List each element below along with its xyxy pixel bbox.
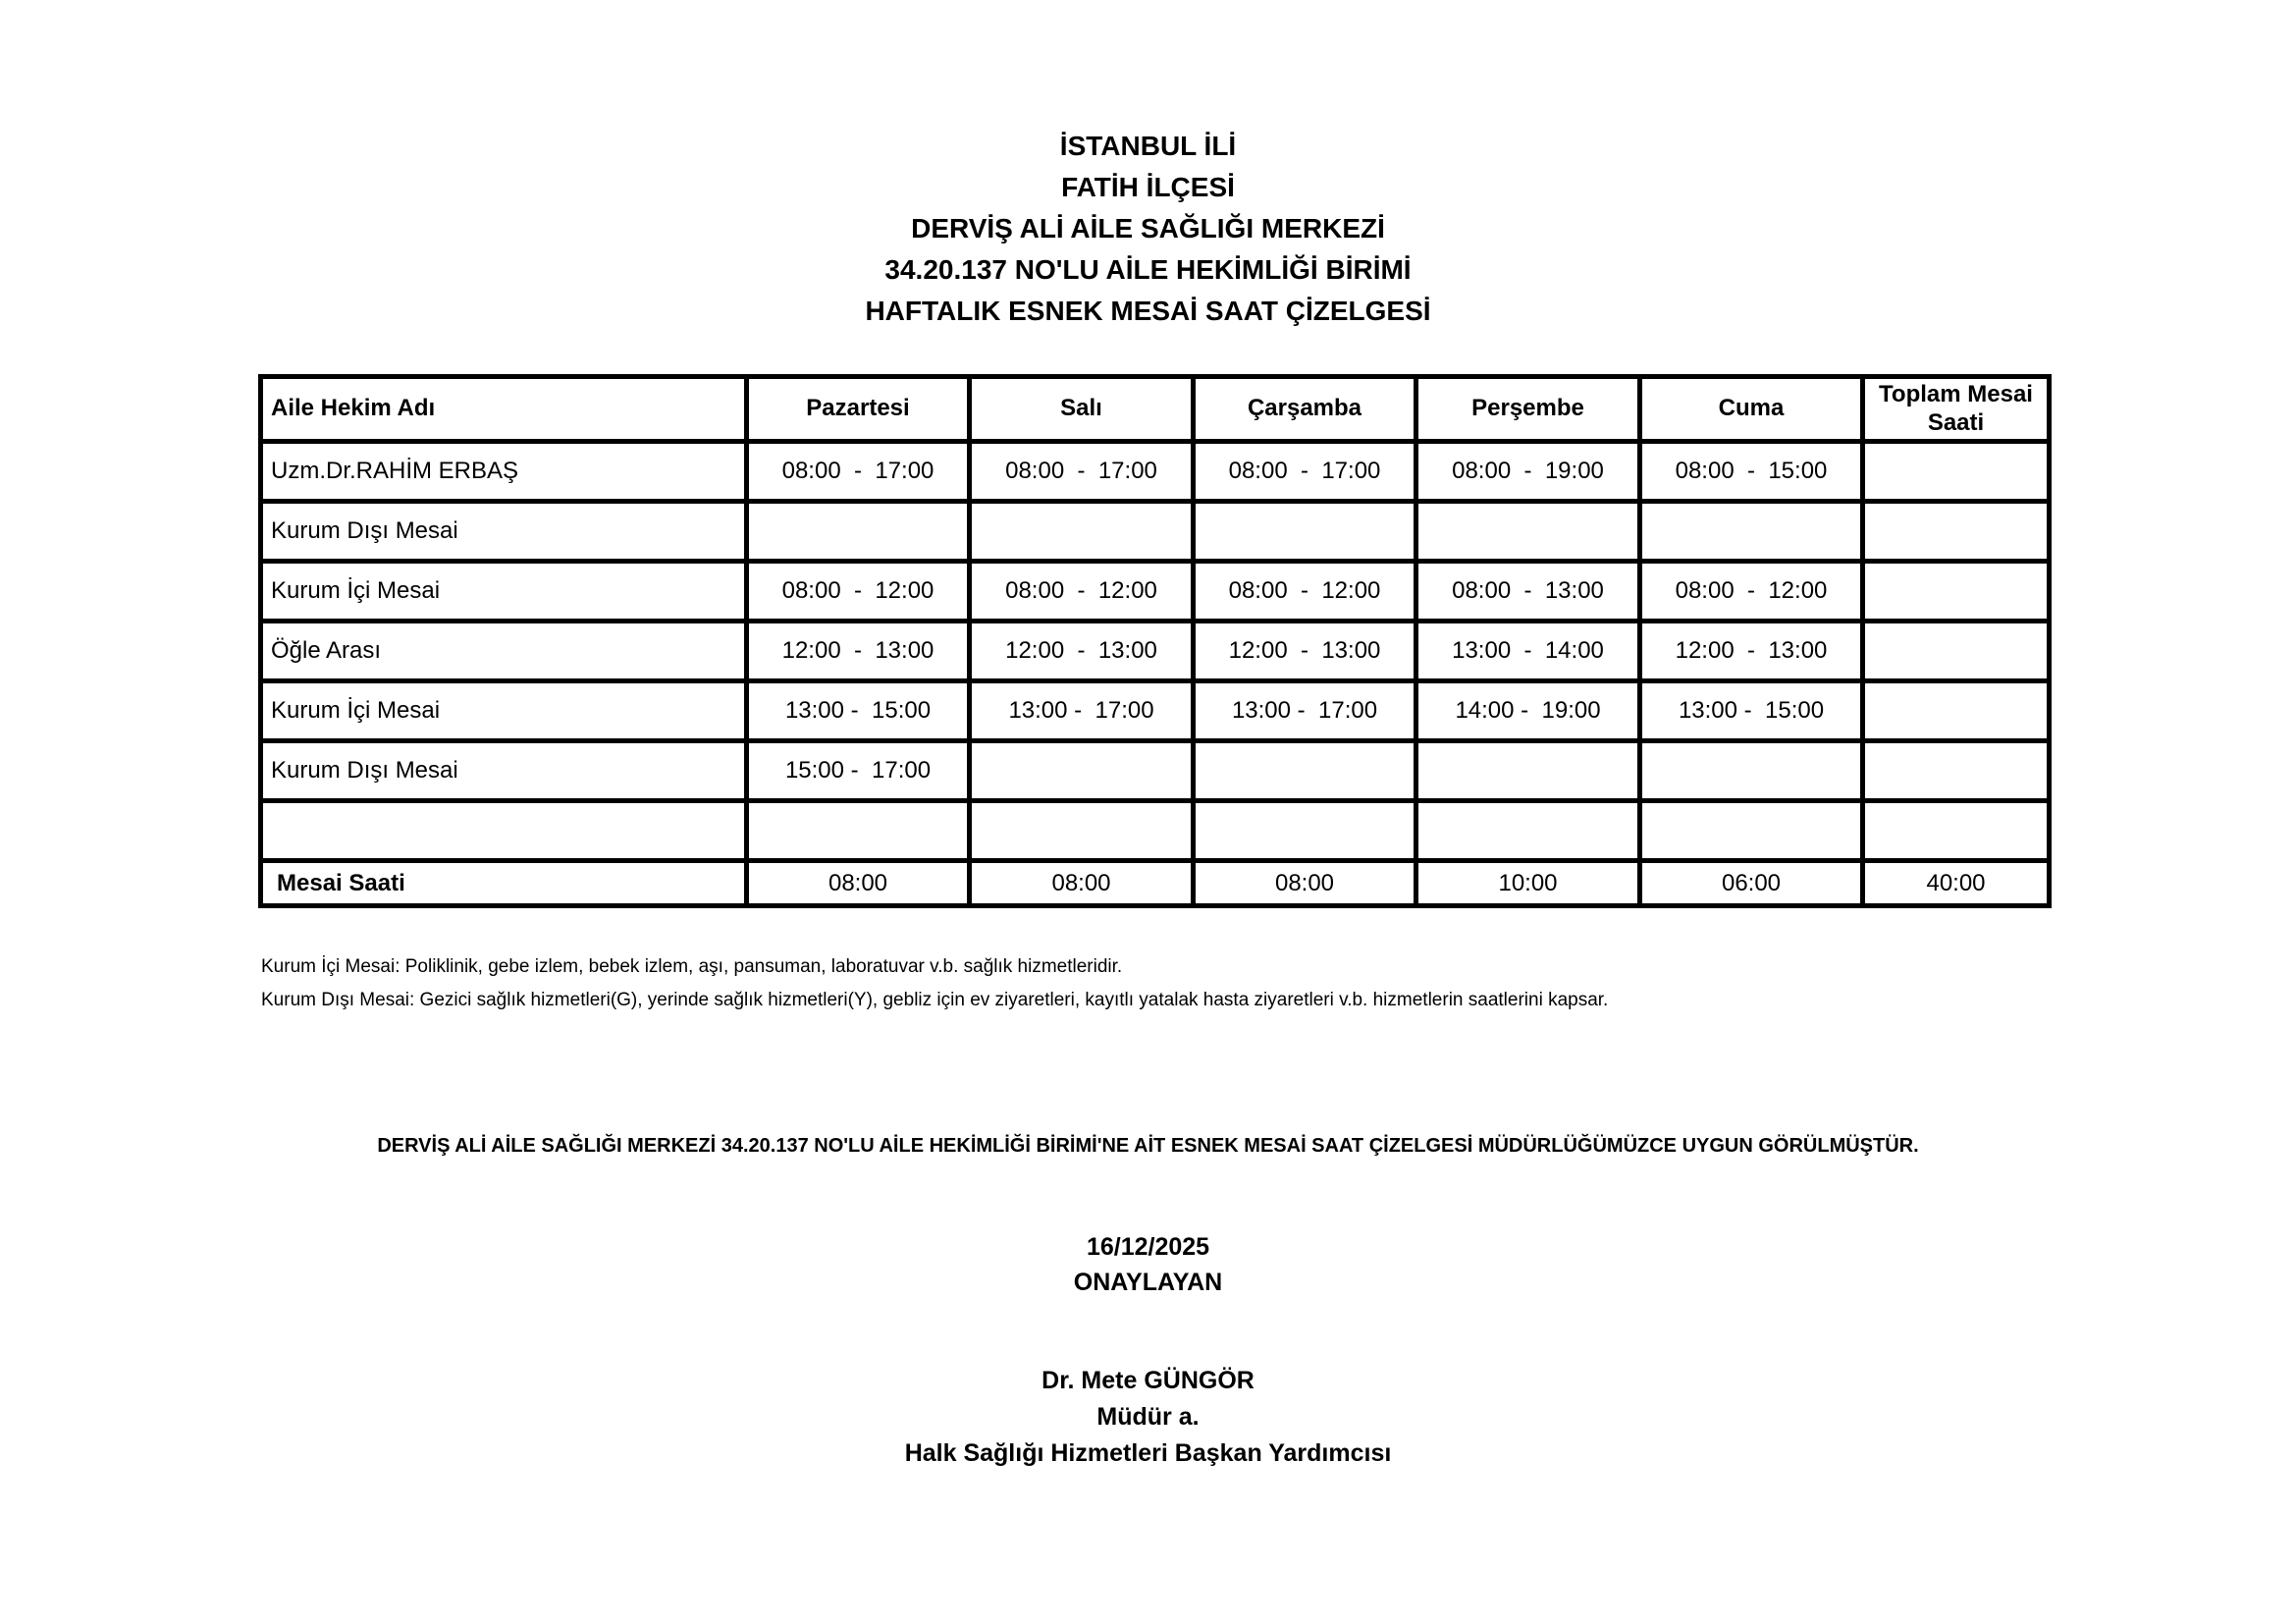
time-cell [1194,741,1416,801]
row-label-cell: Kurum İçi Mesai [261,562,747,622]
time-cell: 12:00 - 13:00 [970,622,1194,681]
total-cell [1863,681,2050,741]
time-cell: 10:00 [1416,861,1640,906]
footnote-inside-duty: Kurum İçi Mesai: Poliklinik, gebe izlem, bebek izlem, aşı, pansuman, laboratuvar v.b. sağlık hizmetleridir. [261,956,1123,977]
row-label-cell: Kurum Dışı Mesai [261,502,747,562]
time-cell [1194,801,1416,861]
time-cell [1640,741,1863,801]
row-label-cell: Öğle Arası [261,622,747,681]
col-header-monday: Pazartesi [747,377,970,442]
time-cell: 08:00 [970,861,1194,906]
time-cell: 15:00 - 17:00 [747,741,970,801]
time-cell: 08:00 - 17:00 [970,442,1194,502]
time-cell: 08:00 - 12:00 [1194,562,1416,622]
table-row-physician [261,442,2050,502]
time-cell [1416,741,1640,801]
total-cell [1863,562,2050,622]
footnote-outside-duty: Kurum Dışı Mesai: Gezici sağlık hizmetleri(G), yerinde sağlık hizmetleri(Y), gebliz için ev ziyaretleri, kayıtlı yatalak hasta ziyaretleri v.b. hizmetlerin saatlerini kapsar. [261,990,1609,1010]
approval-date-block [0,1229,2296,1300]
title-province: İSTANBUL İLİ [1059,131,1237,161]
total-cell [1863,801,2050,861]
time-cell: 13:00 - 15:00 [1640,681,1863,741]
col-header-friday: Cuma [1640,377,1863,442]
time-cell [747,801,970,861]
row-label-cell: Uzm.Dr.RAHİM ERBAŞ [261,442,747,502]
approval-statement: DERVİŞ ALİ AİLE SAĞLIĞI MERKEZİ 34.20.137 NO'LU AİLE HEKİMLİĞİ BİRİMİ'NE AİT ESNEK MESAİ SAAT ÇİZELGESİ MÜDÜRLÜĞÜMÜZCE UYGUN GÖRÜLMÜŞTÜR. [377,1135,1919,1157]
time-cell [970,801,1194,861]
table-row-daily-total [261,861,2050,906]
time-cell: 13:00 - 15:00 [747,681,970,741]
time-cell: 12:00 - 13:00 [1194,622,1416,681]
time-cell: 08:00 - 12:00 [747,562,970,622]
time-cell: 08:00 - 12:00 [970,562,1194,622]
total-cell: 40:00 [1863,861,2050,906]
row-label-cell: Kurum Dışı Mesai [261,741,747,801]
time-cell: 08:00 - 17:00 [747,442,970,502]
time-cell: 08:00 - 19:00 [1416,442,1640,502]
time-cell: 13:00 - 17:00 [1194,681,1416,741]
col-header-total-hours: Toplam Mesai Saati [1863,377,2050,442]
total-cell [1863,442,2050,502]
title-district: FATİH İLÇESİ [1061,172,1235,202]
row-label-cell: Kurum İçi Mesai [261,681,747,741]
time-cell: 12:00 - 13:00 [747,622,970,681]
row-label-cell [261,801,747,861]
title-document-type: HAFTALIK ESNEK MESAİ SAAT ÇİZELGESİ [865,296,1431,326]
time-cell [747,502,970,562]
time-cell [1640,502,1863,562]
col-header-thursday: Perşembe [1416,377,1640,442]
time-cell [1416,502,1640,562]
col-header-wednesday: Çarşamba [1194,377,1416,442]
time-cell: 08:00 [1194,861,1416,906]
table-row-outside-duty-2 [261,741,2050,801]
time-cell: 14:00 - 19:00 [1416,681,1640,741]
time-cell [970,741,1194,801]
time-cell [970,502,1194,562]
approver-title: Müdür a. [1096,1403,1200,1431]
row-label-cell: Mesai Saati [261,861,747,906]
approver-role: Halk Sağlığı Hizmetleri Başkan Yardımcısı [904,1439,1392,1467]
total-cell [1863,502,2050,562]
col-header-tuesday: Salı [970,377,1194,442]
table-row-inside-duty-2 [261,681,2050,741]
title-health-center: DERVİŞ ALİ AİLE SAĞLIĞI MERKEZİ [911,213,1385,244]
total-cell [1863,622,2050,681]
time-cell [1640,801,1863,861]
time-cell: 13:00 - 14:00 [1416,622,1640,681]
table-row-outside-duty-1 [261,502,2050,562]
weekly-schedule-table [258,374,2052,908]
approver-name: Dr. Mete GÜNGÖR [1041,1367,1255,1394]
table-row-empty [261,801,2050,861]
time-cell: 08:00 - 17:00 [1194,442,1416,502]
document-title-block [0,126,2296,332]
time-cell: 08:00 - 12:00 [1640,562,1863,622]
table-row-inside-duty-1 [261,562,2050,622]
time-cell: 06:00 [1640,861,1863,906]
time-cell: 08:00 [747,861,970,906]
approval-date: 16/12/2025 [1086,1233,1210,1261]
time-cell: 12:00 - 13:00 [1640,622,1863,681]
time-cell: 08:00 - 13:00 [1416,562,1640,622]
time-cell: 13:00 - 17:00 [970,681,1194,741]
table-header-row [261,377,2050,442]
total-cell [1863,741,2050,801]
approver-heading: ONAYLAYAN [1073,1269,1223,1296]
table-row-lunch-break [261,622,2050,681]
footnotes [261,950,1608,1017]
col-header-physician-name: Aile Hekim Adı [261,377,747,442]
time-cell [1194,502,1416,562]
time-cell: 08:00 - 15:00 [1640,442,1863,502]
title-unit: 34.20.137 NO'LU AİLE HEKİMLİĞİ BİRİMİ [884,254,1412,285]
time-cell [1416,801,1640,861]
signature-block [0,1363,2296,1472]
